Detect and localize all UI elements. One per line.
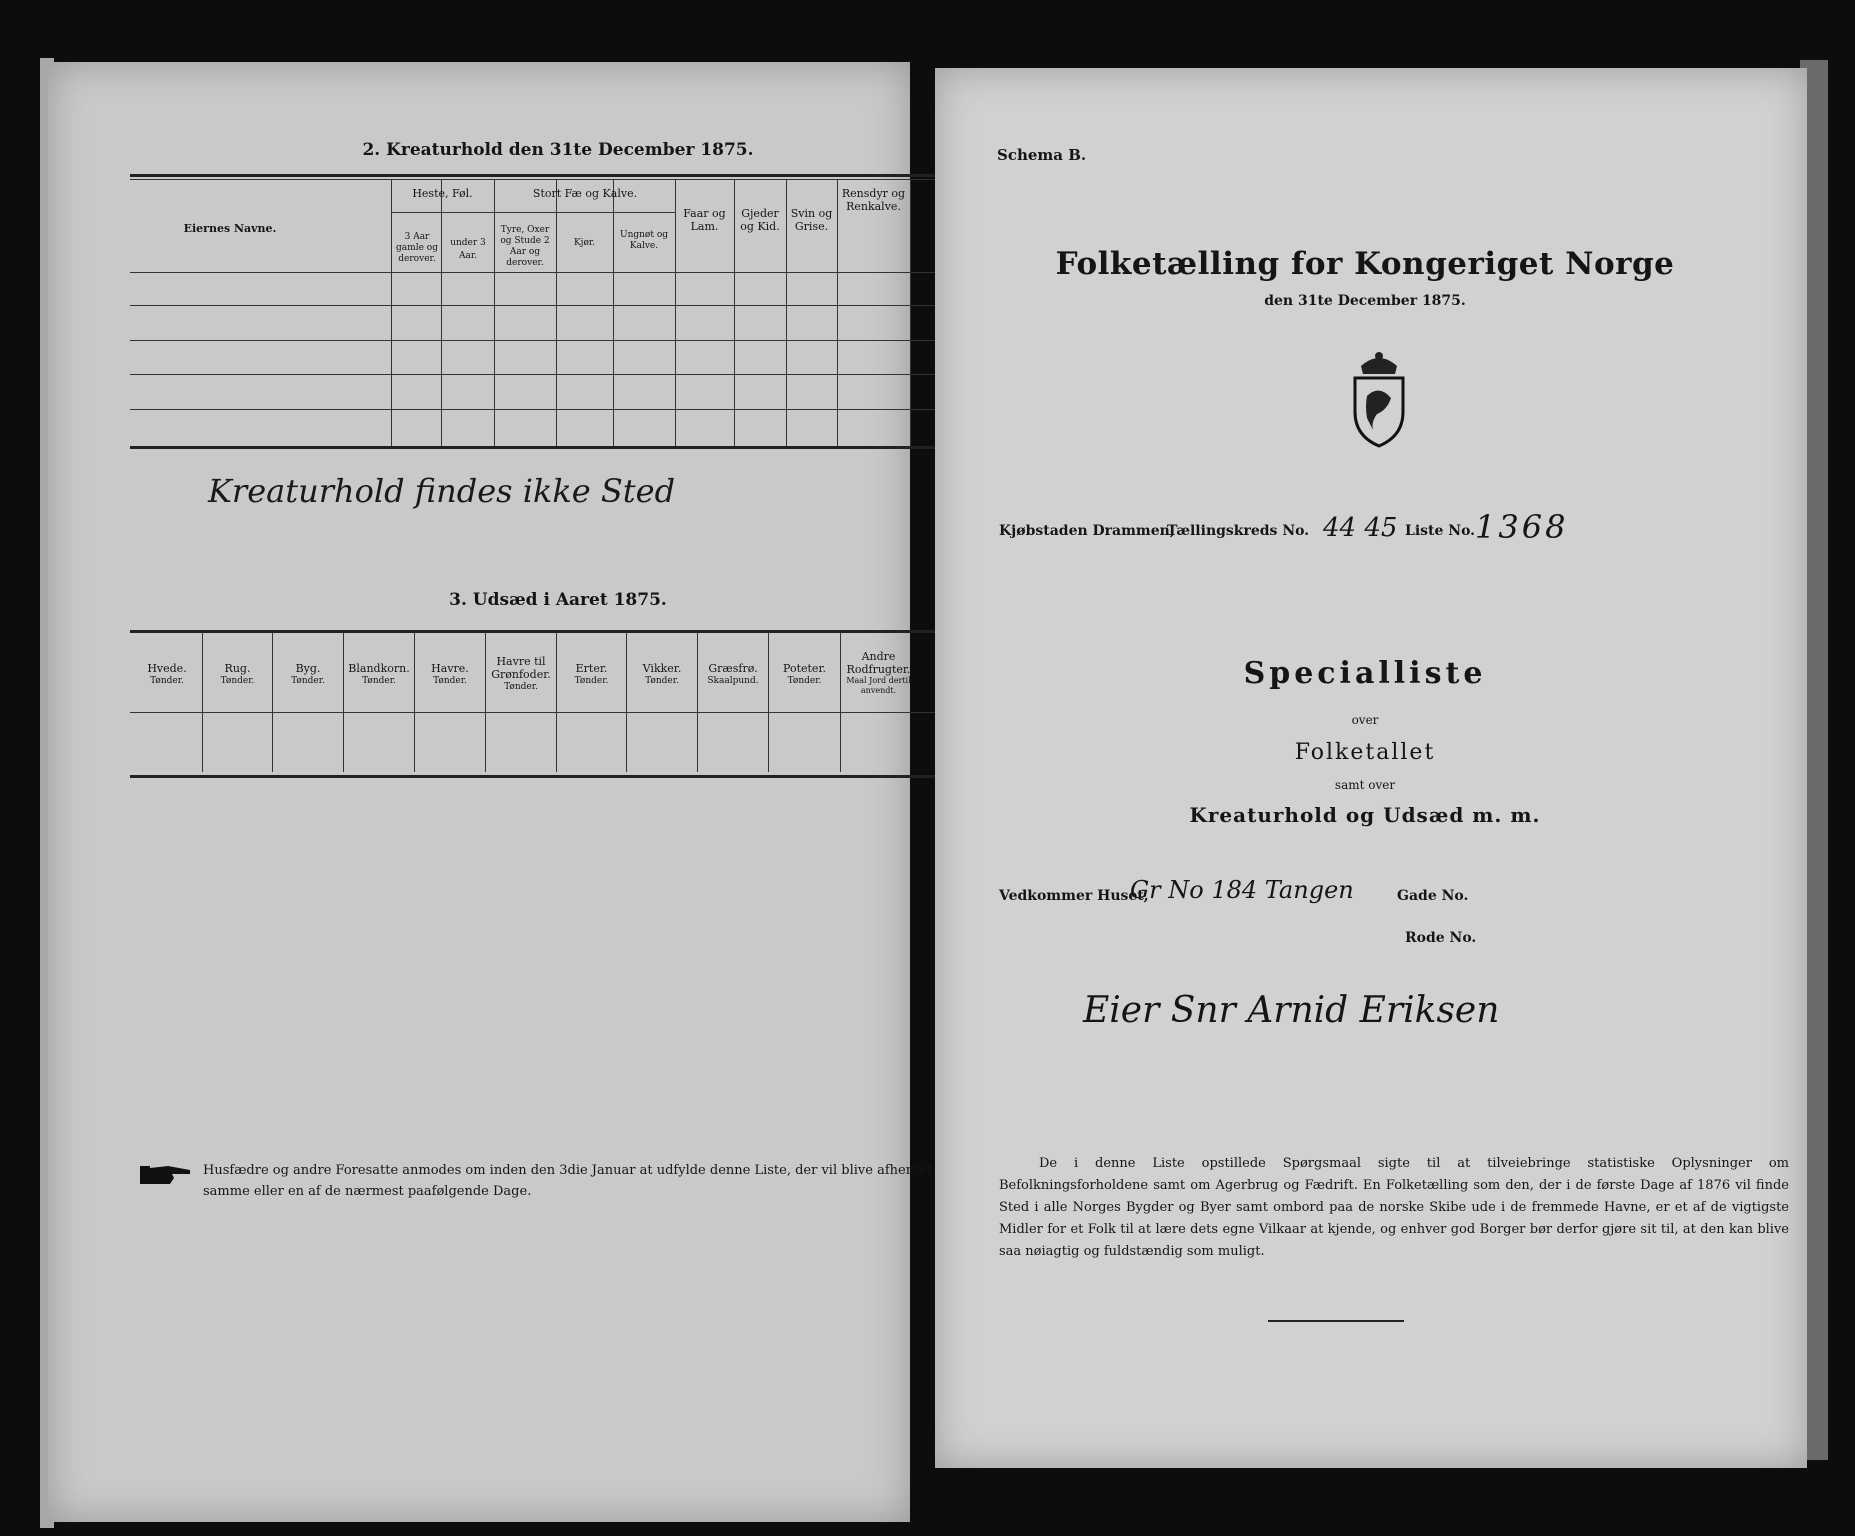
t2-header-horses-under3: under 3 Aar. <box>450 238 486 261</box>
t3-header <box>841 650 916 696</box>
left-page <box>48 62 933 1522</box>
t3-col-name: Poteter. <box>783 662 826 675</box>
coat-of-arms-icon <box>1347 348 1411 448</box>
table2-top-rule <box>130 174 962 177</box>
t3-bottom-rule <box>130 775 962 778</box>
t2-header-cattle-cows: Kjør. <box>573 238 596 248</box>
t3-col-name: Blandkorn. <box>348 662 410 675</box>
t3-header <box>273 662 343 688</box>
t2-row-line <box>130 272 962 273</box>
tellingskreds-value: 44 45 <box>1323 513 1398 543</box>
notice-text: Husfædre og andre Foresatte anmodes om inden den 3die Januar at udfylde denne Liste, der vil blive afhentet samme eller en af de nærmest paafølgende Dage. <box>203 1163 933 1199</box>
t2-header-goats: Gjeder og Kid. <box>740 207 780 233</box>
t3-header <box>486 655 556 694</box>
right-page <box>935 68 1807 1468</box>
t2-col-line <box>494 180 495 446</box>
t2-header-reindeer: Rensdyr og Renkalve. <box>841 187 906 213</box>
t2-header-sheep: Faar og Lam. <box>683 207 726 233</box>
schema-label: Schema B. <box>997 146 1087 164</box>
t3-col-unit: Maal Jord dertil anvendt. <box>846 676 911 695</box>
explanation-paragraph: De i denne Liste opstillede Spørgsmaal sigte til at tilveiebringe statistiske Oplysninger om Befolkningsforholdene samt om Agerbrug og Fædrift. En Folketælling som den, der i de første Dage af 1876 vil finde Sted i alle Norges Bygder og Byer samt ombord paa de norske Skibe ude i de fremmede Havne, er et af de vigtigste Midler for et Folk til at lære dets egne Vilkaar at kjende, og enhver god Borger bør derfor gjøre sit til, at den kan blive saa nøiagtig og fuldstændig som muligt. <box>999 1156 1789 1259</box>
closing-rule <box>1268 1320 1404 1322</box>
tellingskreds-label: Tællingskreds No. <box>1167 523 1310 539</box>
t3-col-name: Erter. <box>575 662 608 675</box>
t3-col-unit: Skaalpund. <box>707 676 759 686</box>
t2-col-line <box>613 180 614 446</box>
t3-col-line <box>202 632 203 772</box>
t3-header <box>769 662 840 688</box>
over-1: over <box>1351 713 1379 727</box>
t3-header <box>627 662 697 688</box>
t2-header-cattle-bulls: Tyre, Oxer og Stude 2 Aar og derover. <box>500 225 550 268</box>
handwritten-note: Kreaturhold findes ikke Sted <box>208 472 676 510</box>
census-date: den 31te December 1875. <box>1264 293 1466 309</box>
t3-col-line <box>556 632 557 772</box>
gade-label: Gade No. <box>1397 888 1469 904</box>
t2-bottom-rule <box>130 446 962 449</box>
house-value: Gr No 184 Tangen <box>1130 876 1354 904</box>
t3-col-name: Hvede. <box>147 662 187 675</box>
t3-col-line <box>414 632 415 772</box>
liste-value: 1368 <box>1475 508 1569 546</box>
t3-col-name: Vikker. <box>642 662 682 675</box>
section2-title: 2. Kreaturhold den 31te December 1875. <box>362 140 754 160</box>
t3-col-name: Byg. <box>295 662 321 675</box>
specialliste-title: Specialliste <box>1243 656 1487 691</box>
t3-col-line <box>485 632 486 772</box>
t3-col-unit: Tønder. <box>645 676 679 686</box>
t2-row-line <box>130 374 962 375</box>
t3-col-unit: Tønder. <box>504 682 538 692</box>
t3-col-unit: Tønder. <box>787 676 822 686</box>
t2-header-horses: Heste, Føl. <box>412 187 473 200</box>
t3-col-line <box>272 632 273 772</box>
t3-col-unit: Tønder. <box>433 676 467 686</box>
t3-col-unit: Tønder. <box>291 676 325 686</box>
t2-subheader-rule <box>391 212 494 213</box>
t2-header-pigs: Svin og Grise. <box>790 207 833 233</box>
t3-col-line <box>626 632 627 772</box>
vedkommer-label: Vedkommer Huset, <box>999 888 1149 904</box>
rode-label: Rode No. <box>1405 930 1477 946</box>
t2-col-line <box>556 180 557 446</box>
t3-col-unit: Tønder. <box>150 676 184 686</box>
folketallet-text: Folketallet <box>1294 740 1436 765</box>
t2-header-owner: Eiernes Navne. <box>183 222 277 235</box>
t2-col-line <box>910 180 911 446</box>
t3-col-unit: Tønder. <box>362 676 396 686</box>
t3-col-name: Græsfrø. <box>708 662 758 675</box>
t2-header-horses-3plus: 3 Aar gamle og derover. <box>396 232 438 264</box>
t3-header <box>344 662 414 688</box>
t3-row-line <box>130 712 962 713</box>
t2-header-cattle-young: Ungnøt og Kalve. <box>619 230 668 251</box>
t3-col-name: Havre. <box>431 662 469 675</box>
t3-col-line <box>697 632 698 772</box>
samt-over: samt over <box>1334 778 1396 792</box>
kreaturhold-udsaed: Kreaturhold og Udsæd m. m. <box>1189 803 1541 827</box>
t2-subheader-rule <box>494 212 676 213</box>
t3-col-unit: Tønder. <box>220 676 255 686</box>
t3-header <box>203 662 272 688</box>
t3-col-unit: Tønder. <box>574 676 609 686</box>
t3-col-line <box>768 632 769 772</box>
section3-title: 3. Udsæd i Aaret 1875. <box>449 590 667 610</box>
t3-col-name: Rug. <box>224 662 251 675</box>
owner-handwritten: Eier Snr Arnid Eriksen <box>1083 990 1500 1031</box>
t2-col-line <box>391 180 392 446</box>
t3-header <box>132 662 202 688</box>
t2-col-line <box>441 180 442 446</box>
census-title: Folketælling for Kongeriget Norge <box>1055 246 1675 282</box>
t2-header-cattle: Stort Fæ og Kalve. <box>532 187 638 200</box>
t3-top-rule <box>130 630 962 633</box>
liste-label: Liste No. <box>1405 523 1476 539</box>
district-label: Kjøbstaden Drammen, <box>999 523 1175 539</box>
t3-header <box>557 662 626 688</box>
t2-row-line <box>130 340 962 341</box>
t2-col-line <box>837 180 838 446</box>
t2-row-line <box>130 409 962 410</box>
t3-col-name: Havre til Grønfoder. <box>491 655 551 681</box>
t3-header <box>415 662 485 688</box>
pointing-hand-icon <box>138 1160 194 1188</box>
t3-col-line <box>343 632 344 772</box>
t2-row-line <box>130 305 962 306</box>
t3-header <box>698 662 768 688</box>
t3-col-name: Andre Rodfrugter. <box>846 650 911 676</box>
